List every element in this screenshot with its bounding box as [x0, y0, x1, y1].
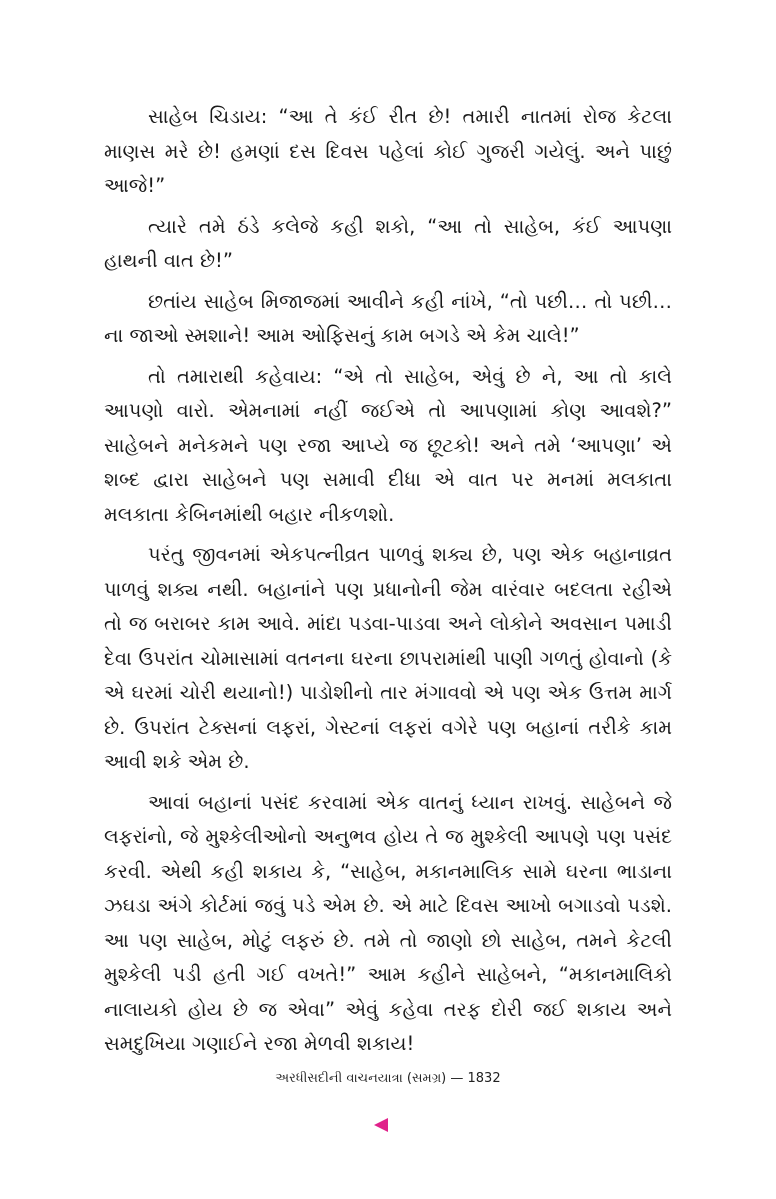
- previous-page-icon[interactable]: [374, 1118, 388, 1132]
- paragraph-2: ત્યારે તમે ઠંડે કલેજે કહી શકો, “આ તો સાહેબ, કંઈ આપણા હાથની વાત છે!”: [104, 214, 672, 272]
- paragraph-6: આવાં બહાનાં પસંદ કરવામાં એક વાતનું ધ્યાન રાખવું. સાહેબને જે લફરાંનો, જે મુશ્કેલીઓનો અનુભવ હોય તે જ મુશ્કેલી આપણે પણ પસંદ કરવી. એથી કહી શકાય કે, “સાહેબ, મકાનમાલિક સામે ઘરના ભાડાના ઝઘડા અંગે કોર્ટમાં જવું પડે એમ છે. એ માટે દિવસ આખો બગાડવો પડશે. આ પણ સાહેબ, મોટું લફરું છે. તમે તો જાણો છો સાહેબ, તમને કેટલી મુશ્કેલી પડી હતી ગઈ વખતે!” આમ કહીને સાહેબને, “મકાનમાલિકો નાલાયકો હોય છે જ એવા” એવું કહેવા તરફ દોરી જઈ શકાય અને સમદુખિયા ગણાઈને રજા મેળવી શકાય!: [104, 790, 672, 1055]
- paragraph-4: તો તમારાથી કહેવાય: “એ તો સાહેબ, એવું છે ને, આ તો કાલે આપણો વારો. એમનામાં નહીં જઈએ તો આપણામાં કોણ આવશે?” સાહેબને મનેકમને પણ રજા આપ્યે જ છૂટકો! અને તમે ‘આપણા’ એ શબ્દ દ્વારા સાહેબને પણ સમાવી દીધા એ વાત પર મનમાં મલકાતા મલકાતા કેબિનમાંથી બહાર નીકળશો.: [104, 364, 672, 526]
- paragraph-1: સાહેબ ચિડાય: “આ તે કંઈ રીત છે! તમારી નાતમાં રોજ કેટલા માણસ મરે છે! હમણાં દસ દિવસ પહેલાં કોઈ ગુજરી ગયેલું. અને પાછું આજે!”: [104, 105, 672, 197]
- paragraph-3: છતાંય સાહેબ મિજાજમાં આવીને કહી નાંખે, “તો પછી… તો પછી… ના જાઓ સ્મશાને! આમ ઓફિસનું કામ બગડે એ કેમ ચાલે!”: [104, 289, 672, 347]
- page-body: [104, 100, 672, 1068]
- page-footer: અરધીસદીની વાચનયાત્રા (સમગ્ર) — 1832: [275, 1071, 501, 1086]
- paragraph-5: પરંતુ જીવનમાં એકપત્નીવ્રત પાળવું શક્ય છે, પણ એક બહાનાવ્રત પાળવું શક્ય નથી. બહાનાંને પણ પ્રધાનોની જેમ વારંવાર બદલતા રહીએ તો જ બરાબર કામ આવે. માંદા પડવા-પાડવા અને લોકોને અવસાન પમાડી દેવા ઉપરાંત ચોમાસામાં વતનના ઘરના છાપરામાંથી પાણી ગળતું હોવાનો (કે એ ઘરમાં ચોરી થયાનો!) પાડોશીનો તાર મંગાવવો એ પણ એક ઉત્તમ માર્ગ છે. ઉપરાંત ટેક્સનાં લફરાં, ગેસ્ટનાં લફરાં વગેરે પણ બહાનાં તરીકે કામ આવી શકે એમ છે.: [104, 543, 672, 773]
